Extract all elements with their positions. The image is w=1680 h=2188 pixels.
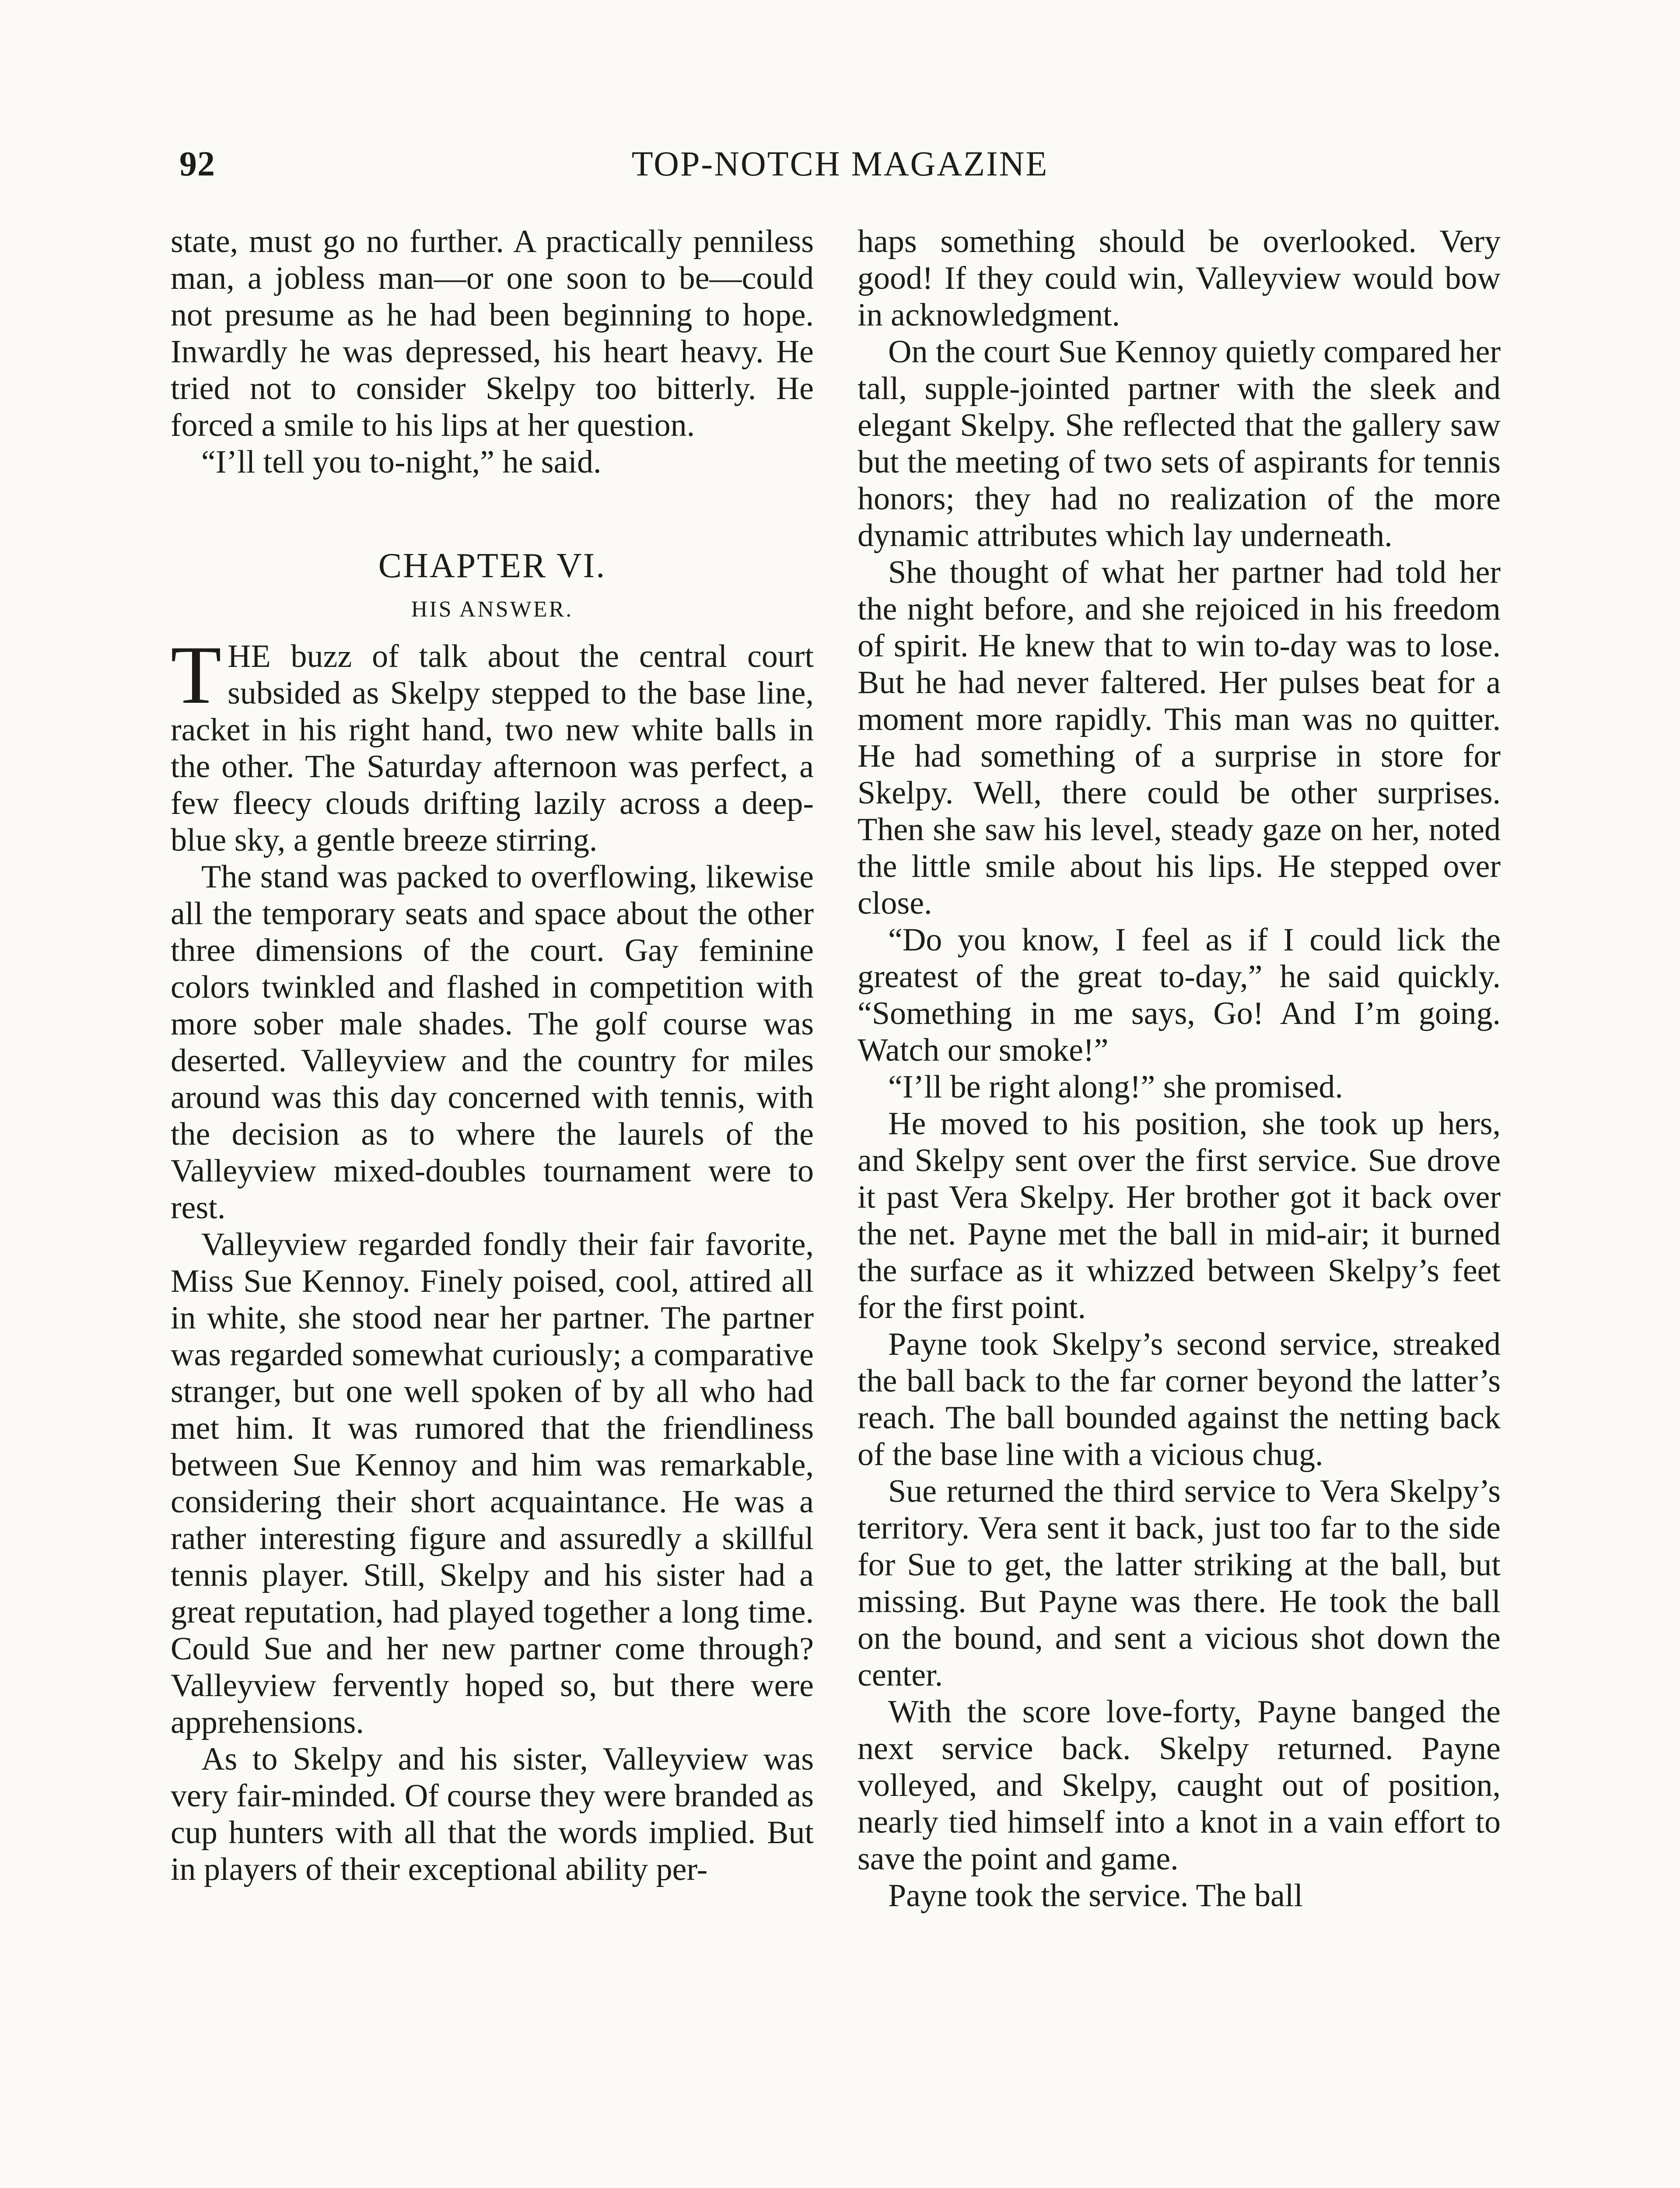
paragraph: The stand was packed to overflowing, likewise all the temporary seats and space about the other three dimensions of the court. Gay feminine colors twinkled and flashed in competition with more sober male shades. The golf course was deserted. Valleyview and the country for miles around was this day concerned with tennis, with the decision as to where the laurels of the Valleyview mixed-doubles tournament were to rest. (171, 859, 814, 1226)
chapter-subtitle: HIS ANSWER. (411, 597, 574, 622)
paragraph: With the score love-forty, Payne banged the next service back. Skelpy returned. Payne volleyed, and Skelpy, caught out of position, nearly tied himself into a knot in a vain effort to save the point and game. (858, 1694, 1501, 1877)
paragraph: state, must go no further. A practically penniless man, a jobless man—or one soon to be—could not presume as he had been beginning to hope. Inwardly he was depressed, his heart heavy. He tried not to consider Skelpy too bitterly. He forced a smile to his lips at her question. (171, 224, 814, 443)
paragraph: He moved to his position, she took up hers, and Skelpy sent over the first service. Sue drove it past Vera Skelpy. Her brother got it back over the net. Payne met the ball in mid-air; it burned the surface as it whizzed between Skelpy’s feet for the first point. (858, 1106, 1501, 1325)
paragraph: Payne took the service. The ball (888, 1878, 1303, 1914)
page-number: 92 (179, 145, 215, 183)
magazine-title: TOP-NOTCH MAGAZINE (631, 145, 1049, 183)
paragraph: haps something should be overlooked. Very good! If they could win, Valleyview would bow in acknowledgment. (858, 224, 1501, 333)
paragraph: “Do you know, I feel as if I could lick the greatest of the great to-day,” he said quickly. “Something in me says, Go! And I’m going. Watch our smoke!” (858, 922, 1501, 1068)
paragraph: “I’ll tell you to-night,” he said. (201, 444, 602, 480)
paragraph-text: HE buzz of talk about the central court subsided as Skelpy stepped to the base line, racket in his right hand, two new white balls in the other. The Saturday afternoon was perfect, a few fleecy clouds drifting lazily across a deep-blue sky, a gentle breeze stirring. (171, 638, 814, 858)
paragraph: Sue returned the third service to Vera Skelpy’s territory. Vera sent it back, just too far to the side for Sue to get, the latter striking at the ball, but missing. But Payne was there. He took the ball on the bound, and sent a vicious shot down the center. (858, 1473, 1501, 1693)
paragraph: Valleyview regarded fondly their fair favorite, Miss Sue Kennoy. Finely poised, cool, attired all in white, she stood near her partner. The partner was regarded somewhat curiously; a comparative stranger, but one well spoken of by all who had met him. It was rumored that the friendliness between Sue Kennoy and him was remarkable, considering their short acquaintance. He was a rather interesting figure and assuredly a skillful tennis player. Still, Skelpy and his sister had a great reputation, had played together a long time. Could Sue and her new partner come through? Valleyview fervently hoped so, but there were apprehensions. (171, 1227, 814, 1740)
paragraph: Payne took Skelpy’s second service, streaked the ball back to the far corner beyond the latter’s reach. The ball bounded against the netting back of the base line with a vicious chug. (858, 1326, 1501, 1473)
page-header (166, 144, 1514, 197)
drop-cap: T (171, 629, 222, 721)
paragraph: On the court Sue Kennoy quietly compared her tall, supple-jointed partner with the sleek and elegant Skelpy. She reflected that the gallery saw but the meeting of two sets of aspirants for tennis honors; they had no realization of the more dynamic attributes which lay underneath. (858, 334, 1501, 554)
chapter-opening-paragraph (171, 629, 814, 859)
paragraph: She thought of what her partner had told her the night before, and she rejoiced in his freedom of spirit. He knew that to win to-day was to lose. But he had never faltered. Her pulses beat for a moment more rapidly. This man was no quitter. He had something of a surprise in store for Skelpy. Well, there could be other surprises. Then she saw his level, steady gaze on her, noted the little smile about his lips. He stepped over close. (858, 554, 1501, 921)
right-column (858, 223, 1501, 1914)
paragraph: As to Skelpy and his sister, Valleyview was very fair-minded. Of course they were branded as cup hunters with all that the words implied. But in players of their exceptional ability per- (171, 1741, 814, 1887)
chapter-heading: CHAPTER VI. (378, 547, 606, 585)
left-column (171, 223, 814, 1888)
paragraph: “I’ll be right along!” she promised. (888, 1069, 1343, 1105)
